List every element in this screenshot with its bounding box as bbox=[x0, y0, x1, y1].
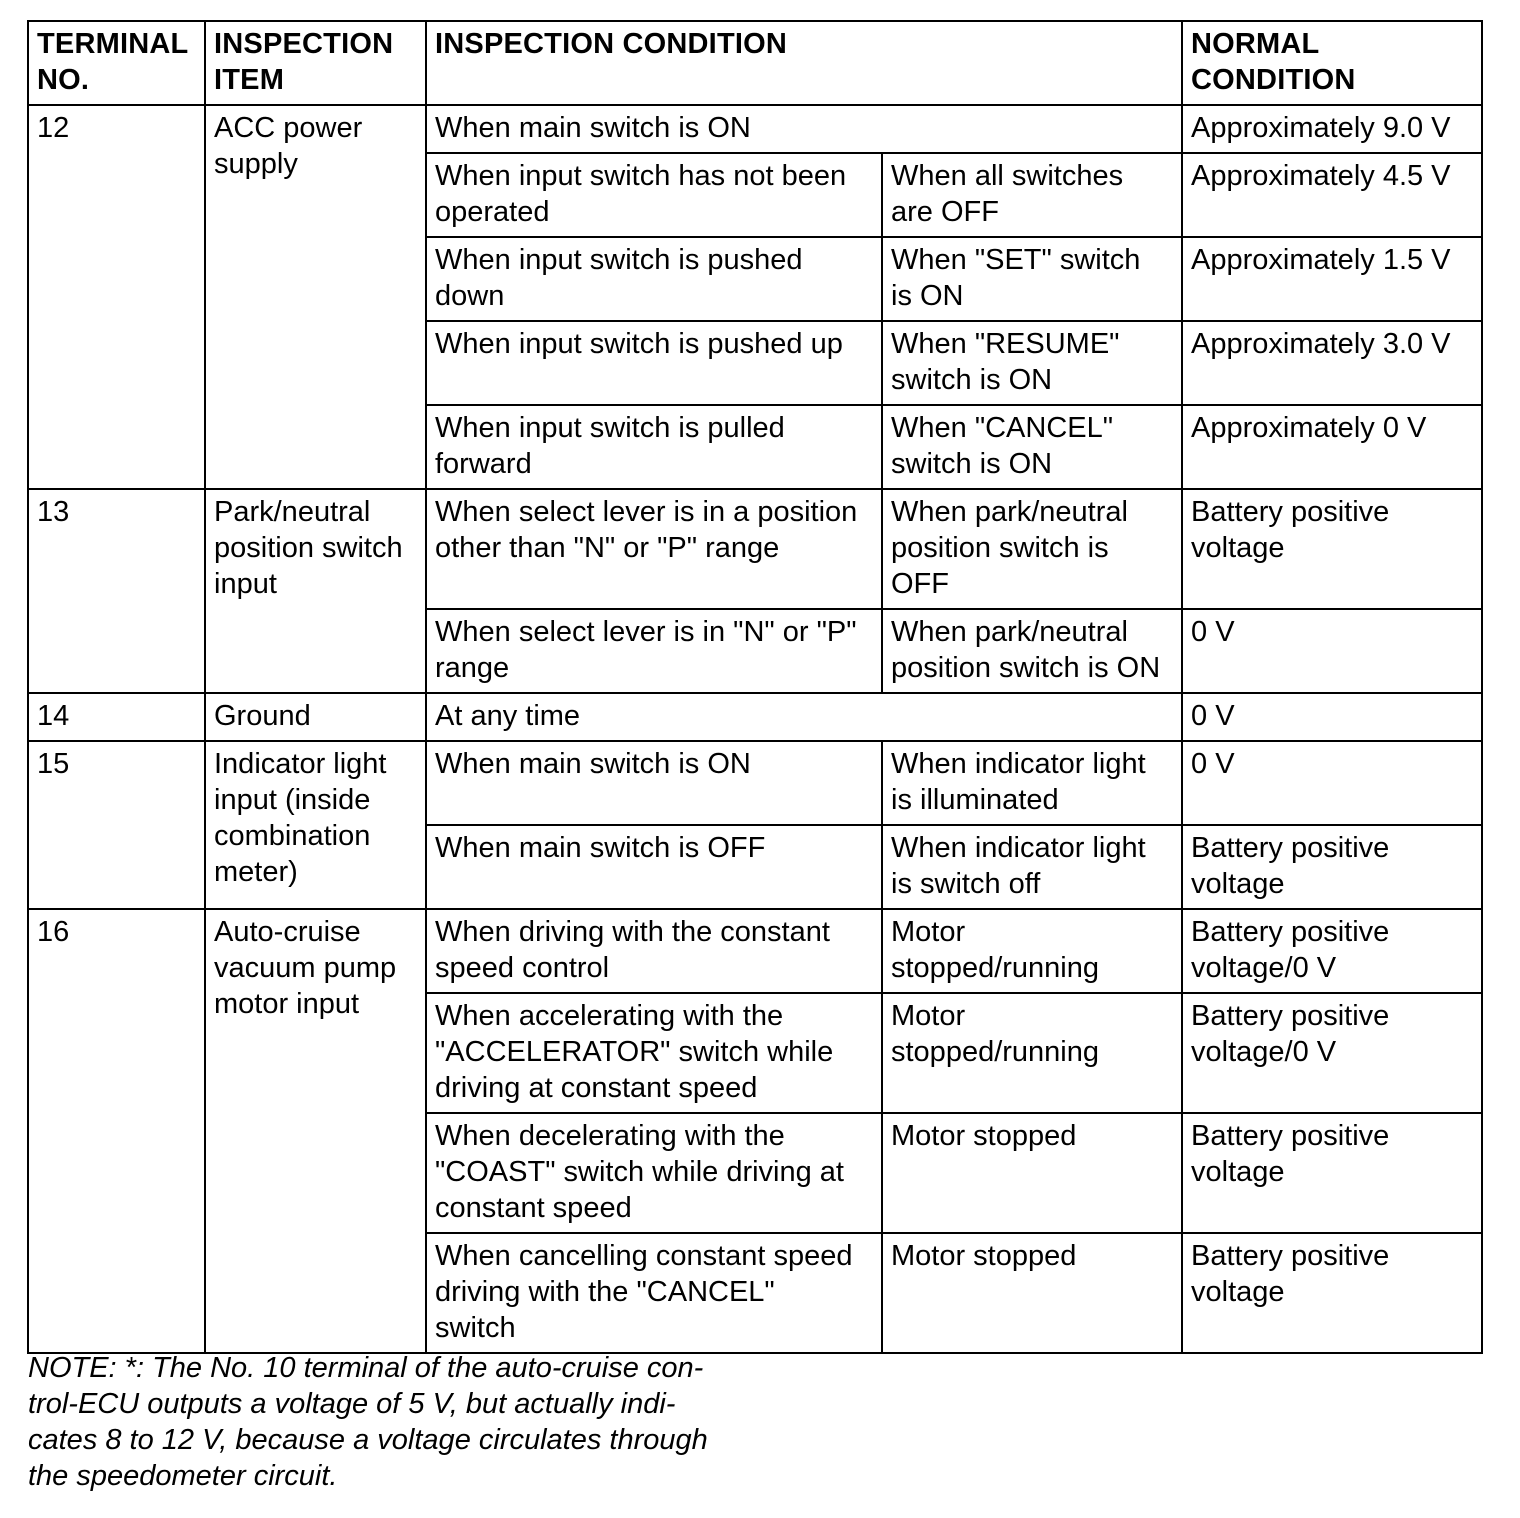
condition-cell bbox=[426, 153, 882, 237]
condition-cell bbox=[426, 1233, 882, 1353]
cell-line: input (inside bbox=[214, 784, 371, 816]
cell-line: driving with the "CANCEL" bbox=[435, 1276, 775, 1308]
inspection-item-cell bbox=[205, 105, 426, 489]
sub-condition-cell bbox=[882, 993, 1182, 1113]
normal-condition-cell bbox=[1182, 237, 1482, 321]
cell-line: meter) bbox=[214, 856, 298, 888]
header-line: INSPECTION CONDITION bbox=[435, 28, 788, 60]
table-row bbox=[28, 489, 1482, 609]
header-line: ITEM bbox=[214, 64, 285, 96]
sub-condition-cell bbox=[882, 741, 1182, 825]
condition-cell bbox=[426, 237, 882, 321]
normal-condition-cell bbox=[1182, 693, 1482, 741]
condition-cell bbox=[426, 489, 882, 609]
cell-line: constant speed bbox=[435, 1192, 632, 1224]
cell-line: When decelerating with the bbox=[435, 1120, 785, 1152]
cell-line: combination bbox=[214, 820, 371, 852]
cell-line: When driving with the constant bbox=[435, 916, 830, 948]
condition-cell bbox=[426, 105, 1182, 153]
cell-line: When park/neutral bbox=[891, 496, 1128, 528]
cell-line: voltage/0 V bbox=[1191, 952, 1337, 984]
cell-line: When "RESUME" bbox=[891, 328, 1120, 360]
terminal-no-cell: 14 bbox=[28, 693, 205, 741]
header-terminal-no bbox=[28, 21, 205, 105]
cell-line: position switch bbox=[214, 532, 403, 564]
terminal-no-cell: 16 bbox=[28, 909, 205, 1353]
condition-cell bbox=[426, 741, 882, 825]
cell-line: When "SET" switch bbox=[891, 244, 1141, 276]
cell-line: Motor bbox=[891, 1000, 966, 1032]
cell-line: Ground bbox=[214, 700, 311, 732]
cell-line: other than "N" or "P" range bbox=[435, 532, 780, 564]
cell-line: Motor bbox=[891, 916, 966, 948]
cell-line: range bbox=[435, 652, 510, 684]
sub-condition-cell bbox=[882, 405, 1182, 489]
header-line: INSPECTION bbox=[214, 28, 394, 60]
normal-condition-cell bbox=[1182, 741, 1482, 825]
cell-line: Battery positive bbox=[1191, 916, 1390, 948]
cell-line: When main switch is ON bbox=[435, 112, 751, 144]
condition-cell bbox=[426, 993, 882, 1113]
normal-condition-cell bbox=[1182, 1233, 1482, 1353]
cell-line: 0 V bbox=[1191, 700, 1235, 732]
sub-condition-cell bbox=[882, 609, 1182, 693]
header-normal-condition bbox=[1182, 21, 1482, 105]
cell-line: When input switch has not been bbox=[435, 160, 847, 192]
cell-line: voltage/0 V bbox=[1191, 1036, 1337, 1068]
sub-condition-cell bbox=[882, 825, 1182, 909]
cell-line: When input switch is pulled bbox=[435, 412, 785, 444]
normal-condition-cell bbox=[1182, 825, 1482, 909]
terminal-no-cell: 12 bbox=[28, 105, 205, 489]
cell-line: When select lever is in a position bbox=[435, 496, 858, 528]
sub-condition-cell bbox=[882, 489, 1182, 609]
sub-condition-cell bbox=[882, 1113, 1182, 1233]
cell-line: Approximately 3.0 V bbox=[1191, 328, 1451, 360]
cell-line: When accelerating with the bbox=[435, 1000, 784, 1032]
table-body bbox=[28, 105, 1482, 1353]
cell-line: is ON bbox=[891, 280, 964, 312]
normal-condition-cell bbox=[1182, 1113, 1482, 1233]
table-header-row bbox=[28, 21, 1482, 105]
cell-line: 0 V bbox=[1191, 748, 1235, 780]
terminal-no-cell: 15 bbox=[28, 741, 205, 909]
header-line: CONDITION bbox=[1191, 64, 1356, 96]
cell-line: When input switch is pushed bbox=[435, 244, 803, 276]
condition-cell bbox=[426, 405, 882, 489]
cell-line: supply bbox=[214, 148, 298, 180]
cell-line: operated bbox=[435, 196, 550, 228]
sub-condition-cell bbox=[882, 153, 1182, 237]
inspection-item-cell bbox=[205, 909, 426, 1353]
cell-line: Battery positive bbox=[1191, 1240, 1390, 1272]
cell-line: switch bbox=[435, 1312, 516, 1344]
cell-line: is illuminated bbox=[891, 784, 1059, 816]
note-line: NOTE: *: The No. 10 terminal of the auto-cruise con- bbox=[28, 1352, 704, 1384]
cell-line: When indicator light bbox=[891, 748, 1146, 780]
inspection-item-cell bbox=[205, 489, 426, 693]
normal-condition-cell bbox=[1182, 993, 1482, 1113]
cell-line: Auto-cruise bbox=[214, 916, 361, 948]
normal-condition-cell bbox=[1182, 153, 1482, 237]
inspection-item-cell bbox=[205, 693, 426, 741]
cell-line: Approximately 1.5 V bbox=[1191, 244, 1451, 276]
condition-cell bbox=[426, 609, 882, 693]
sub-condition-cell bbox=[882, 321, 1182, 405]
cell-line: speed control bbox=[435, 952, 610, 984]
cell-line: motor input bbox=[214, 988, 360, 1020]
condition-cell bbox=[426, 1113, 882, 1233]
cell-line: "COAST" switch while driving at bbox=[435, 1156, 844, 1188]
cell-line: stopped/running bbox=[891, 1036, 1099, 1068]
cell-line: At any time bbox=[435, 700, 581, 732]
note-line: the speedometer circuit. bbox=[28, 1460, 338, 1492]
cell-line: When park/neutral bbox=[891, 616, 1128, 648]
note-text bbox=[28, 1350, 768, 1494]
inspection-table bbox=[27, 20, 1483, 1354]
cell-line: Battery positive bbox=[1191, 832, 1390, 864]
condition-cell bbox=[426, 909, 882, 993]
sub-condition-cell bbox=[882, 1233, 1182, 1353]
condition-cell bbox=[426, 321, 882, 405]
note-line: trol-ECU outputs a voltage of 5 V, but actually indi- bbox=[28, 1388, 676, 1420]
terminal-no-cell: 13 bbox=[28, 489, 205, 693]
cell-line: input bbox=[214, 568, 277, 600]
cell-line: switch is ON bbox=[891, 364, 1053, 396]
cell-line: When "CANCEL" bbox=[891, 412, 1114, 444]
cell-line: When select lever is in "N" or "P" bbox=[435, 616, 857, 648]
cell-line: When indicator light bbox=[891, 832, 1146, 864]
sub-condition-cell bbox=[882, 237, 1182, 321]
normal-condition-cell bbox=[1182, 909, 1482, 993]
cell-line: Motor stopped bbox=[891, 1240, 1077, 1272]
cell-line: voltage bbox=[1191, 1156, 1285, 1188]
cell-line: 0 V bbox=[1191, 616, 1235, 648]
cell-line: stopped/running bbox=[891, 952, 1099, 984]
table-row bbox=[28, 909, 1482, 993]
cell-line: Motor stopped bbox=[891, 1120, 1077, 1152]
cell-line: When main switch is OFF bbox=[435, 832, 766, 864]
table-row bbox=[28, 105, 1482, 153]
cell-line: When cancelling constant speed bbox=[435, 1240, 853, 1272]
cell-line: driving at constant speed bbox=[435, 1072, 758, 1104]
normal-condition-cell bbox=[1182, 489, 1482, 609]
table-row bbox=[28, 693, 1482, 741]
normal-condition-cell bbox=[1182, 321, 1482, 405]
cell-line: voltage bbox=[1191, 868, 1285, 900]
inspection-item-cell bbox=[205, 741, 426, 909]
header-line: NO. bbox=[37, 64, 90, 96]
cell-line: Park/neutral bbox=[214, 496, 371, 528]
header-line: TERMINAL bbox=[37, 28, 189, 60]
cell-line: ACC power bbox=[214, 112, 363, 144]
cell-line: Indicator light bbox=[214, 748, 387, 780]
header-line: NORMAL bbox=[1191, 28, 1320, 60]
cell-line: Approximately 9.0 V bbox=[1191, 112, 1451, 144]
cell-line: forward bbox=[435, 448, 532, 480]
cell-line: are OFF bbox=[891, 196, 999, 228]
header-inspection-condition bbox=[426, 21, 1182, 105]
cell-line: "ACCELERATOR" switch while bbox=[435, 1036, 834, 1068]
condition-cell bbox=[426, 825, 882, 909]
cell-line: position switch is ON bbox=[891, 652, 1161, 684]
normal-condition-cell bbox=[1182, 609, 1482, 693]
cell-line: Approximately 0 V bbox=[1191, 412, 1427, 444]
normal-condition-cell bbox=[1182, 105, 1482, 153]
cell-line: Battery positive bbox=[1191, 1000, 1390, 1032]
cell-line: When main switch is ON bbox=[435, 748, 751, 780]
cell-line: OFF bbox=[891, 568, 949, 600]
cell-line: switch is ON bbox=[891, 448, 1053, 480]
cell-line: Approximately 4.5 V bbox=[1191, 160, 1451, 192]
cell-line: Battery positive bbox=[1191, 496, 1390, 528]
cell-line: is switch off bbox=[891, 868, 1041, 900]
table-row bbox=[28, 741, 1482, 825]
cell-line: voltage bbox=[1191, 532, 1285, 564]
cell-line: voltage bbox=[1191, 1276, 1285, 1308]
cell-line: When input switch is pushed up bbox=[435, 328, 843, 360]
cell-line: When all switches bbox=[891, 160, 1124, 192]
cell-line: Battery positive bbox=[1191, 1120, 1390, 1152]
cell-line: vacuum pump bbox=[214, 952, 397, 984]
cell-line: down bbox=[435, 280, 505, 312]
condition-cell bbox=[426, 693, 1182, 741]
cell-line: position switch is bbox=[891, 532, 1109, 564]
normal-condition-cell bbox=[1182, 405, 1482, 489]
header-inspection-item bbox=[205, 21, 426, 105]
sub-condition-cell bbox=[882, 909, 1182, 993]
note-line: cates 8 to 12 V, because a voltage circulates through bbox=[28, 1424, 708, 1456]
